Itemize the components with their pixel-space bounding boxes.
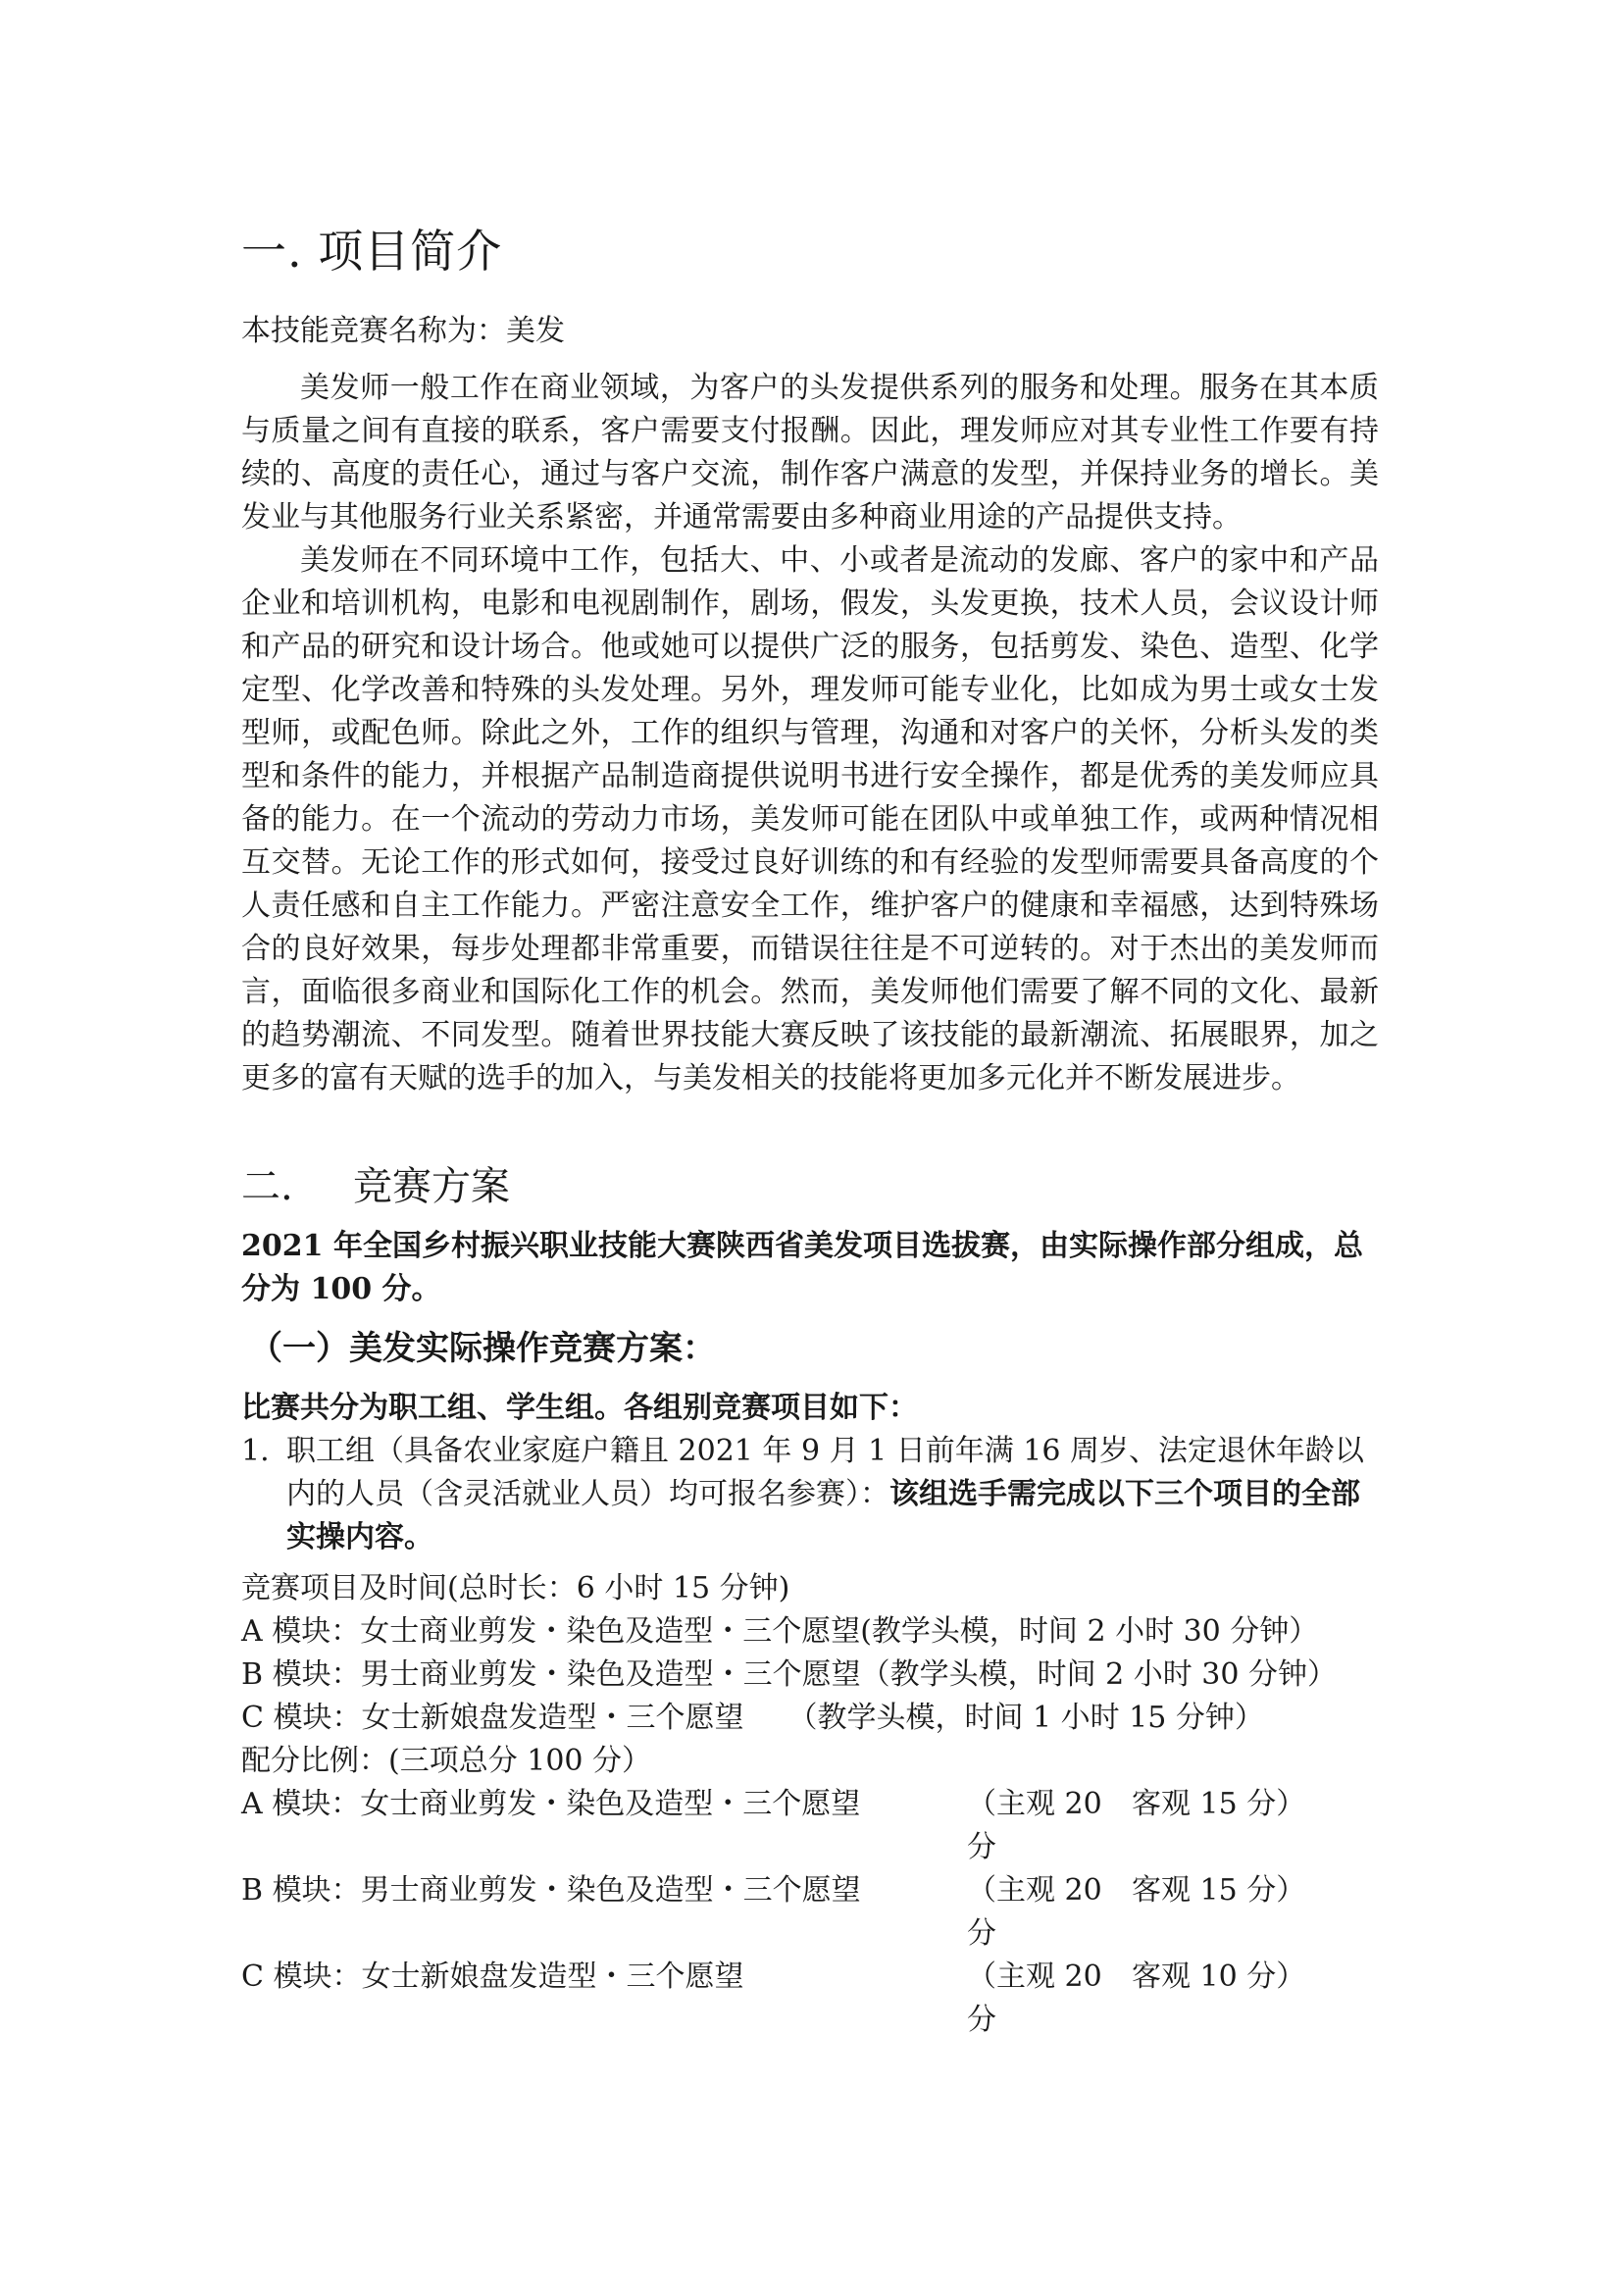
score-objective: 客观 15 分） [1132,1787,1306,1821]
score-subjective: （主观 20 分 [967,1960,1102,2037]
score-label: C 模块：女士新娘盘发造型・三个愿望 [241,1960,744,1994]
score-objective: 客观 10 分） [1132,1960,1306,1994]
score-row-a [241,1783,1379,1869]
section2-number: 二. [241,1164,293,1209]
score-subjective: （主观 20 分 [967,1873,1102,1951]
score-subjective: （主观 20 分 [967,1787,1102,1864]
module-c-time: C 模块：女士新娘盘发造型・三个愿望 （教学头模，时间 1 小时 15 分钟） [241,1701,1264,1735]
score-title: 配分比例：(三项总分 100 分） [241,1744,652,1778]
score-row-c [241,1956,1379,2042]
section2-title-text: 竞赛方案 [353,1164,510,1209]
score-label: A 模块：女士商业剪发・染色及造型・三个愿望 [241,1787,861,1821]
list-item-bold-text: 该组选手需完成以下三个项目的全部实操内容。 [286,1477,1360,1554]
module-b-time: B 模块：男士商业剪发・染色及造型・三个愿望（教学头模，时间 2 小时 30 分钟） [241,1657,1337,1692]
groups-intro: 比赛共分为职工组、学生组。各组别竞赛项目如下： [241,1391,918,1425]
module-a-time: A 模块：女士商业剪发・染色及造型・三个愿望(教学头模，时间 2 小时 30 分钟） [241,1614,1319,1649]
score-label: B 模块：男士商业剪发・染色及造型・三个愿望 [241,1873,861,1908]
score-objective: 客观 15 分） [1132,1873,1306,1908]
list-item-body [286,1430,1379,1559]
list-item-1 [241,1430,1379,1559]
paragraph-1: 美发师一般工作在商业领域，为客户的头发提供系列的服务和处理。服务在其本质与质量之间有直接的联系，客户需要支付报酬。因此，理发师应对其专业性工作要有持续的、高度的责任心，通过与客户交流，制作客户满意的发型，并保持业务的增长。美发业与其他服务行业关系紧密，并通常需要由多种商业用途的产品提供支持。 [241,371,1379,535]
subsection-title: （一）美发实际操作竞赛方案： [249,1329,716,1368]
list-item-text: 职工组（具备农业家庭户籍且 2021 年 9 月 1 日前年满 16 周岁、法定退休年龄以内的人员（含灵活就业人员）均可报名参赛）： [286,1434,1364,1511]
list-marker: 1. [241,1434,270,1468]
section1-title: 一. 项目简介 [241,225,503,278]
paragraph-2: 美发师在不同环境中工作，包括大、中、小或者是流动的发廊、客户的家中和产品企业和培训机构，电影和电视剧制作，剧场，假发，头发更换，技术人员，会议设计师和产品的研究和设计场合。他或她可以提供广泛的服务，包括剪发、染色、造型、化学定型、化学改善和特殊的头发处理。另外，理发师可能专业化，比如成为男士或女士发型师，或配色师。除此之外，工作的组织与管理，沟通和对客户的关怀，分析头发的类型和条件的能力，并根据产品制造商提供说明书进行安全操作，都是优秀的美发师应具备的能力。在一个流动的劳动力市场，美发师可能在团队中或单独工作，或两种情况相互交替。无论工作的形式如何，接受过良好训练的和有经验的发型师需要具备高度的个人责任感和自主工作能力。严密注意安全工作，维护客户的健康和幸福感，达到特殊场合的良好效果，每步处理都非常重要，而错误往往是不可逆转的。对于杰出的美发师而言，面临很多商业和国际化工作的机会。然而，美发师他们需要了解不同的文化、最新的趋势潮流、不同发型。随着世界技能大赛反映了该技能的最新潮流、拓展眼界，加之更多的富有天赋的选手的加入，与美发相关的技能将更加多元化并不断发展进步。 [241,543,1379,1095]
document-page [241,216,1379,2042]
section2-title [241,1155,1379,1211]
score-row-b [241,1869,1379,1956]
contest-name: 本技能竞赛名称为：美发 [241,314,565,348]
time-title: 竞赛项目及时间(总时长：6 小时 15 分钟) [241,1571,790,1605]
section2-intro: 2021 年全国乡村振兴职业技能大赛陕西省美发项目选拔赛，由实际操作部分组成，总分为 100 分。 [241,1229,1363,1306]
